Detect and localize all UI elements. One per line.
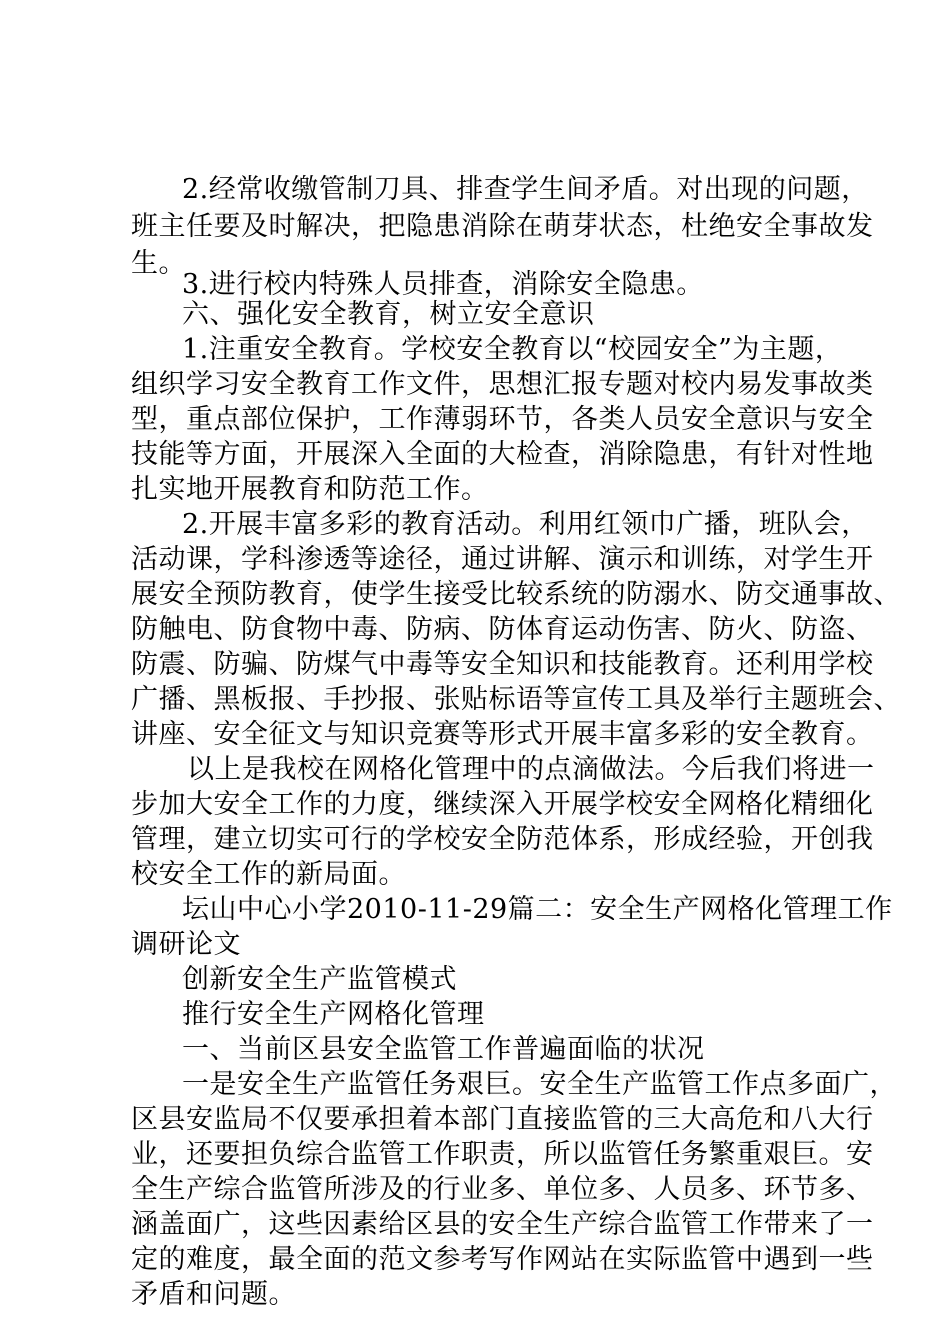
text-line: 全生产综合监管所涉及的行业多、单位多、人员多、环节多、 xyxy=(131,1174,874,1205)
text-line: 组织学习安全教育工作文件，思想汇报专题对校内易发事故类 xyxy=(131,369,874,400)
text-line: 区县安监局不仅要承担着本部门直接监管的三大高危和八大行 xyxy=(131,1104,874,1135)
text-line: 防震、防骗、防煤气中毒等安全知识和技能教育。还利用学校 xyxy=(131,649,874,680)
text-line: 技能等方面，开展深入全面的大检查，消除隐患，有针对性地 xyxy=(131,439,874,470)
text-line: 一是安全生产监管任务艰巨。安全生产监管工作点多面广， xyxy=(182,1069,897,1100)
text-line: 2.经常收缴管制刀具、排查学生间矛盾。对出现的问题， xyxy=(182,174,869,205)
text-line: 以上是我校在网格化管理中的点滴做法。今后我们将进一 xyxy=(187,754,875,785)
text-line: 活动课，学科渗透等途径，通过讲解、演示和训练，对学生开 xyxy=(131,544,874,575)
text-line: 坛山中心小学2010-11-29篇二：安全生产网格化管理工作 xyxy=(182,894,893,925)
section-heading: 创新安全生产监管模式 xyxy=(182,964,457,995)
text-line: 2.开展丰富多彩的教育活动。利用红领巾广播，班队会， xyxy=(182,509,869,540)
text-line: 涵盖面广，这些因素给区县的安全生产综合监管工作带来了一 xyxy=(131,1209,874,1240)
text-line: 讲座、安全征文与知识竞赛等形式开展丰富多彩的安全教育。 xyxy=(131,719,874,750)
text-line: 型，重点部位保护，工作薄弱环节，各类人员安全意识与安全 xyxy=(131,404,874,435)
text-line: 校安全工作的新局面。 xyxy=(131,859,406,890)
text-line: 矛盾和问题。 xyxy=(131,1279,296,1310)
text-line: 广播、黑板报、手抄报、张贴标语等宣传工具及举行主题班会、 xyxy=(131,684,901,715)
text-line: 步加大安全工作的力度，继续深入开展学校安全网格化精细化 xyxy=(131,789,874,820)
text-line: 生。 xyxy=(131,248,186,279)
text-line: 扎实地开展教育和防范工作。 xyxy=(131,474,489,505)
text-line: 1.注重安全教育。学校安全教育以“校园安全”为主题， xyxy=(182,334,843,365)
section-heading: 六、强化安全教育，树立安全意识 xyxy=(182,299,595,330)
section-heading: 推行安全生产网格化管理 xyxy=(182,999,485,1030)
text-line: 防触电、防食物中毒、防病、防体育运动伤害、防火、防盗、 xyxy=(131,614,874,645)
text-line: 班主任要及时解决，把隐患消除在萌芽状态，杜绝安全事故发 xyxy=(131,211,874,242)
section-heading: 一、当前区县安全监管工作普遍面临的状况 xyxy=(182,1034,705,1065)
text-line: 管理，建立切实可行的学校安全防范体系，形成经验，开创我 xyxy=(131,824,874,855)
text-line: 调研论文 xyxy=(131,929,241,960)
text-line: 展安全预防教育，使学生接受比较系统的防溺水、防交通事故、 xyxy=(131,579,901,610)
text-line: 定的难度，最全面的范文参考写作网站在实际监管中遇到一些 xyxy=(131,1244,874,1275)
text-line: 业，还要担负综合监管工作职责，所以监管任务繁重艰巨。安 xyxy=(131,1139,874,1170)
text-line: 3.进行校内特殊人员排查，消除安全隐患。 xyxy=(182,269,704,300)
